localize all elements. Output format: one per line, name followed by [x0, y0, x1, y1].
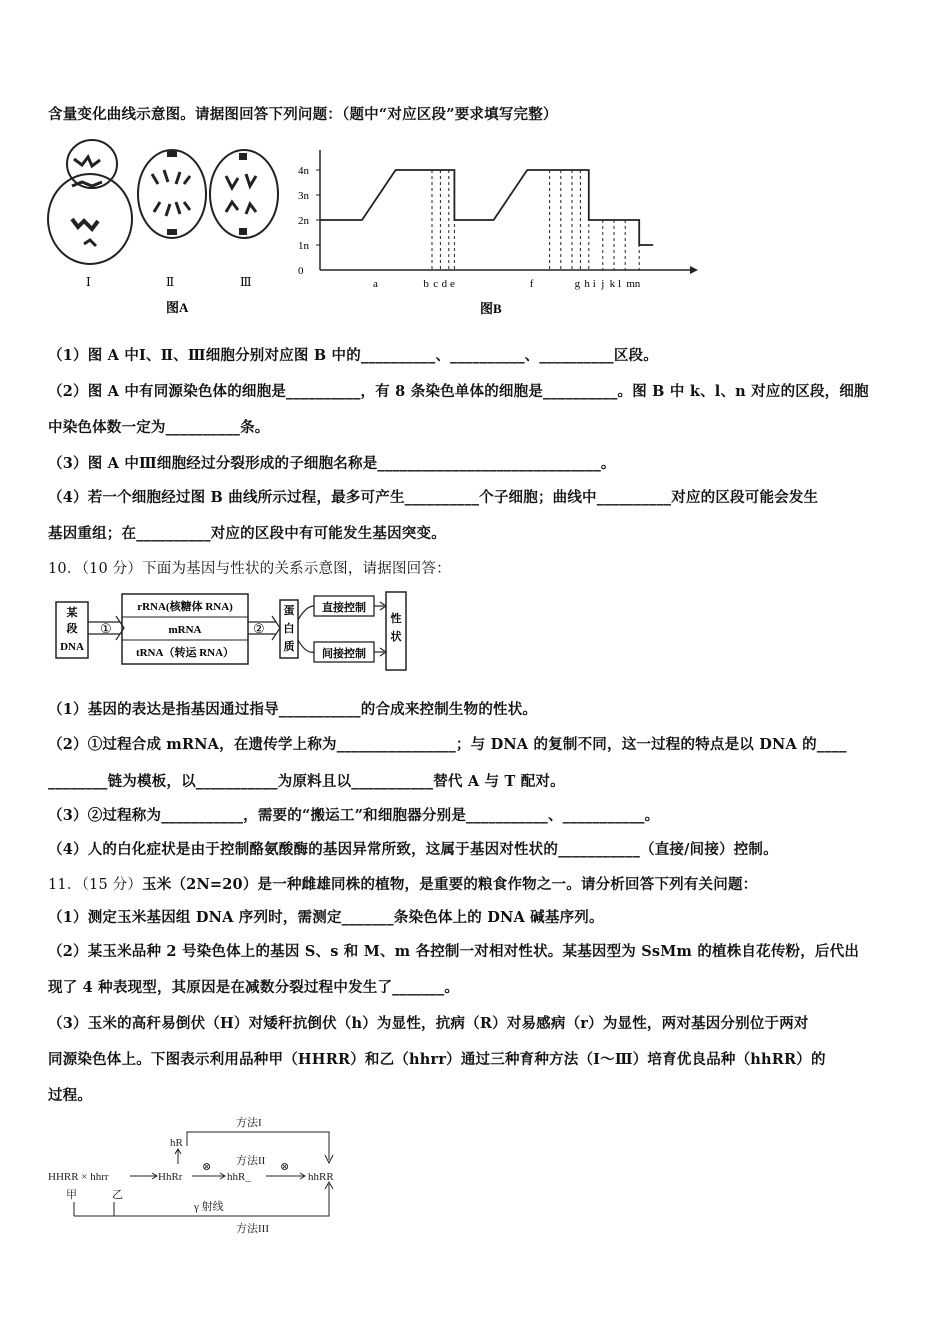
q10-number: 10．: [48, 561, 82, 577]
direct-control-label: 直接控制: [322, 602, 366, 614]
x-region-label: a: [373, 278, 378, 290]
q11-score: （15 分）: [81, 877, 143, 893]
x-region-label: e: [450, 278, 455, 290]
y-tick-label: 0: [298, 265, 304, 277]
figure-b-chart: [290, 145, 710, 320]
q11-line-3: 现了 4 种表现型，其原因是在减数分裂过程中发生了_______。: [48, 979, 460, 996]
x-region-label: f: [529, 278, 534, 290]
x-region-label: h: [584, 278, 590, 290]
mid-hhr: hhR_: [227, 1171, 251, 1183]
cell-2-label: Ⅱ: [166, 275, 175, 289]
dna-box-line1: 某: [66, 607, 78, 619]
cell-3-drawing: [210, 150, 278, 238]
x-region-label: c: [433, 278, 439, 290]
gamete-hr: hR: [170, 1137, 183, 1149]
q11-line-5: 同源染色体上。下图表示利用品种甲（HHRR）和乙（hhrr）通过三种育种方法（Ⅰ～Ⅲ）培育优良品种（hhRR）的: [48, 1051, 826, 1068]
intro-text: 含量变化曲线示意图。请据图回答下列问题：（题中“对应区段”要求填写完整）: [48, 106, 558, 123]
indirect-control-label: 间接控制: [322, 648, 366, 660]
x-region-label: g: [574, 278, 581, 290]
q10-score: （10 分）: [81, 561, 143, 577]
q10-text: 下面为基因与性状的关系示意图，请据图回答：: [142, 561, 451, 577]
rrna-label: rRNA(核糖体 RNA): [137, 601, 233, 613]
q9-line-4: （3）图 A 中Ⅲ细胞经过分裂形成的子细胞名称是______________________________。: [48, 455, 616, 472]
q11-text: 玉米（2N=20）是一种雌雄同株的植物，是重要的粮食作物之一。请分析回答下列有关问题：: [142, 876, 758, 893]
x-region-label: i: [592, 278, 596, 290]
y-tick-label: 3n: [298, 190, 309, 202]
protein-char-1: 蛋: [283, 605, 295, 617]
target-hhrr: hhRR: [308, 1171, 334, 1183]
x-region-label: k: [609, 278, 616, 290]
q10-line-3: ________链为模板，以___________为原料且以___________替代 A 与 T 配对。: [48, 773, 565, 790]
q9-line-6: 基因重组；在__________对应的区段中有可能发生基因突变。: [48, 525, 446, 542]
parent-2-label: 乙: [112, 1189, 123, 1201]
method-3-label: 方法III: [236, 1223, 269, 1235]
step-1-symbol: ①: [100, 621, 112, 636]
method-1-label: 方法I: [236, 1117, 262, 1129]
q10-line-4: （3）②过程称为___________，需要的“搬运工”和细胞器分别是___________、___________。: [48, 807, 660, 824]
cell-1-label: Ⅰ: [86, 275, 91, 289]
q11-number: 11．: [48, 877, 82, 893]
figure-a-caption: 图A: [166, 300, 189, 315]
trait-char-1: 性: [390, 613, 402, 625]
q11-line-6: 过程。: [48, 1087, 93, 1104]
f1-hhrr: HhRr: [158, 1171, 183, 1183]
dna-box-line2: 段: [66, 623, 78, 635]
y-tick-label: 1n: [298, 240, 309, 252]
step-2-symbol: ②: [253, 621, 265, 636]
protein-char-3: 质: [283, 641, 295, 653]
method-2-label: 方法II: [236, 1155, 266, 1167]
cell-2-drawing: [138, 150, 206, 238]
x-region-label: j: [601, 278, 605, 290]
mrna-label: mRNA: [168, 624, 202, 636]
q10-line-5: （4）人的白化症状是由于控制酪氨酸酶的基因异常所致，这属于基因对性状的___________（直接/间接）控制。: [48, 841, 778, 858]
self-symbol-1: ⊗: [202, 1161, 212, 1173]
gamma-ray-label: γ 射线: [194, 1201, 224, 1213]
q9-line-5: （4）若一个细胞经过图 B 曲线所示过程，最多可产生__________个子细胞；曲线中__________对应的区段可能会发生: [48, 489, 819, 506]
cross-parents: HHRR × hhrr: [48, 1171, 109, 1183]
x-region-label: n: [634, 278, 641, 290]
protein-char-2: 白: [283, 623, 295, 635]
parent-1-label: 甲: [66, 1189, 77, 1201]
q9-line-2: （2）图 A 中有同源染色体的细胞是__________，有 8 条染色单体的细胞是__________。图 B 中 k、l、n 对应的区段，细胞: [48, 383, 869, 400]
self-symbol-2: ⊗: [280, 1161, 290, 1173]
q11-line-1: （1）测定玉米基因组 DNA 序列时，需测定_______条染色体上的 DNA 碱基序列。: [48, 909, 604, 926]
q10-line-1: （1）基因的表达是指基因通过指导___________的合成来控制生物的性状。: [48, 701, 538, 718]
x-region-label: m: [626, 278, 635, 290]
q10-heading: [48, 557, 451, 578]
q11-breeding-diagram: [44, 1112, 364, 1242]
x-axis-arrow: [690, 266, 698, 274]
q11-line-4: （3）玉米的高秆易倒伏（H）对矮秆抗倒伏（h）为显性，抗病（R）对易感病（r）为显性，两对基因分别位于两对: [48, 1015, 809, 1032]
q10-diagram: [50, 590, 420, 675]
q10-line-2: （2）①过程合成 mRNA，在遗传学上称为________________；与 DNA 的复制不同，这一过程的特点是以 DNA 的____: [48, 736, 847, 753]
cell-1-drawing: [48, 140, 132, 264]
x-region-label: l: [618, 278, 622, 290]
y-tick-label: 2n: [298, 215, 309, 227]
figure-b-caption: 图B: [480, 301, 502, 316]
trait-char-2: 状: [390, 631, 402, 643]
q11-heading: [48, 873, 757, 894]
y-tick-label: 4n: [298, 165, 309, 177]
figure-a: [44, 134, 294, 324]
x-region-label: d: [441, 278, 448, 290]
trna-label: tRNA（转运 RNA）: [135, 647, 235, 659]
cell-3-label: Ⅲ: [240, 275, 252, 289]
x-region-label: b: [423, 278, 429, 290]
q9-line-1: （1）图 A 中Ⅰ、Ⅱ、Ⅲ细胞分别对应图 B 中的__________、__________、__________区段。: [48, 347, 658, 364]
q11-line-2: （2）某玉米品种 2 号染色体上的基因 S、s 和 M、m 各控制一对相对性状。某基因型为 SsMm 的植株自花传粉，后代出: [48, 943, 860, 960]
q9-line-3: 中染色体数一定为__________条。: [48, 419, 270, 436]
dna-box-line3: DNA: [60, 641, 84, 653]
